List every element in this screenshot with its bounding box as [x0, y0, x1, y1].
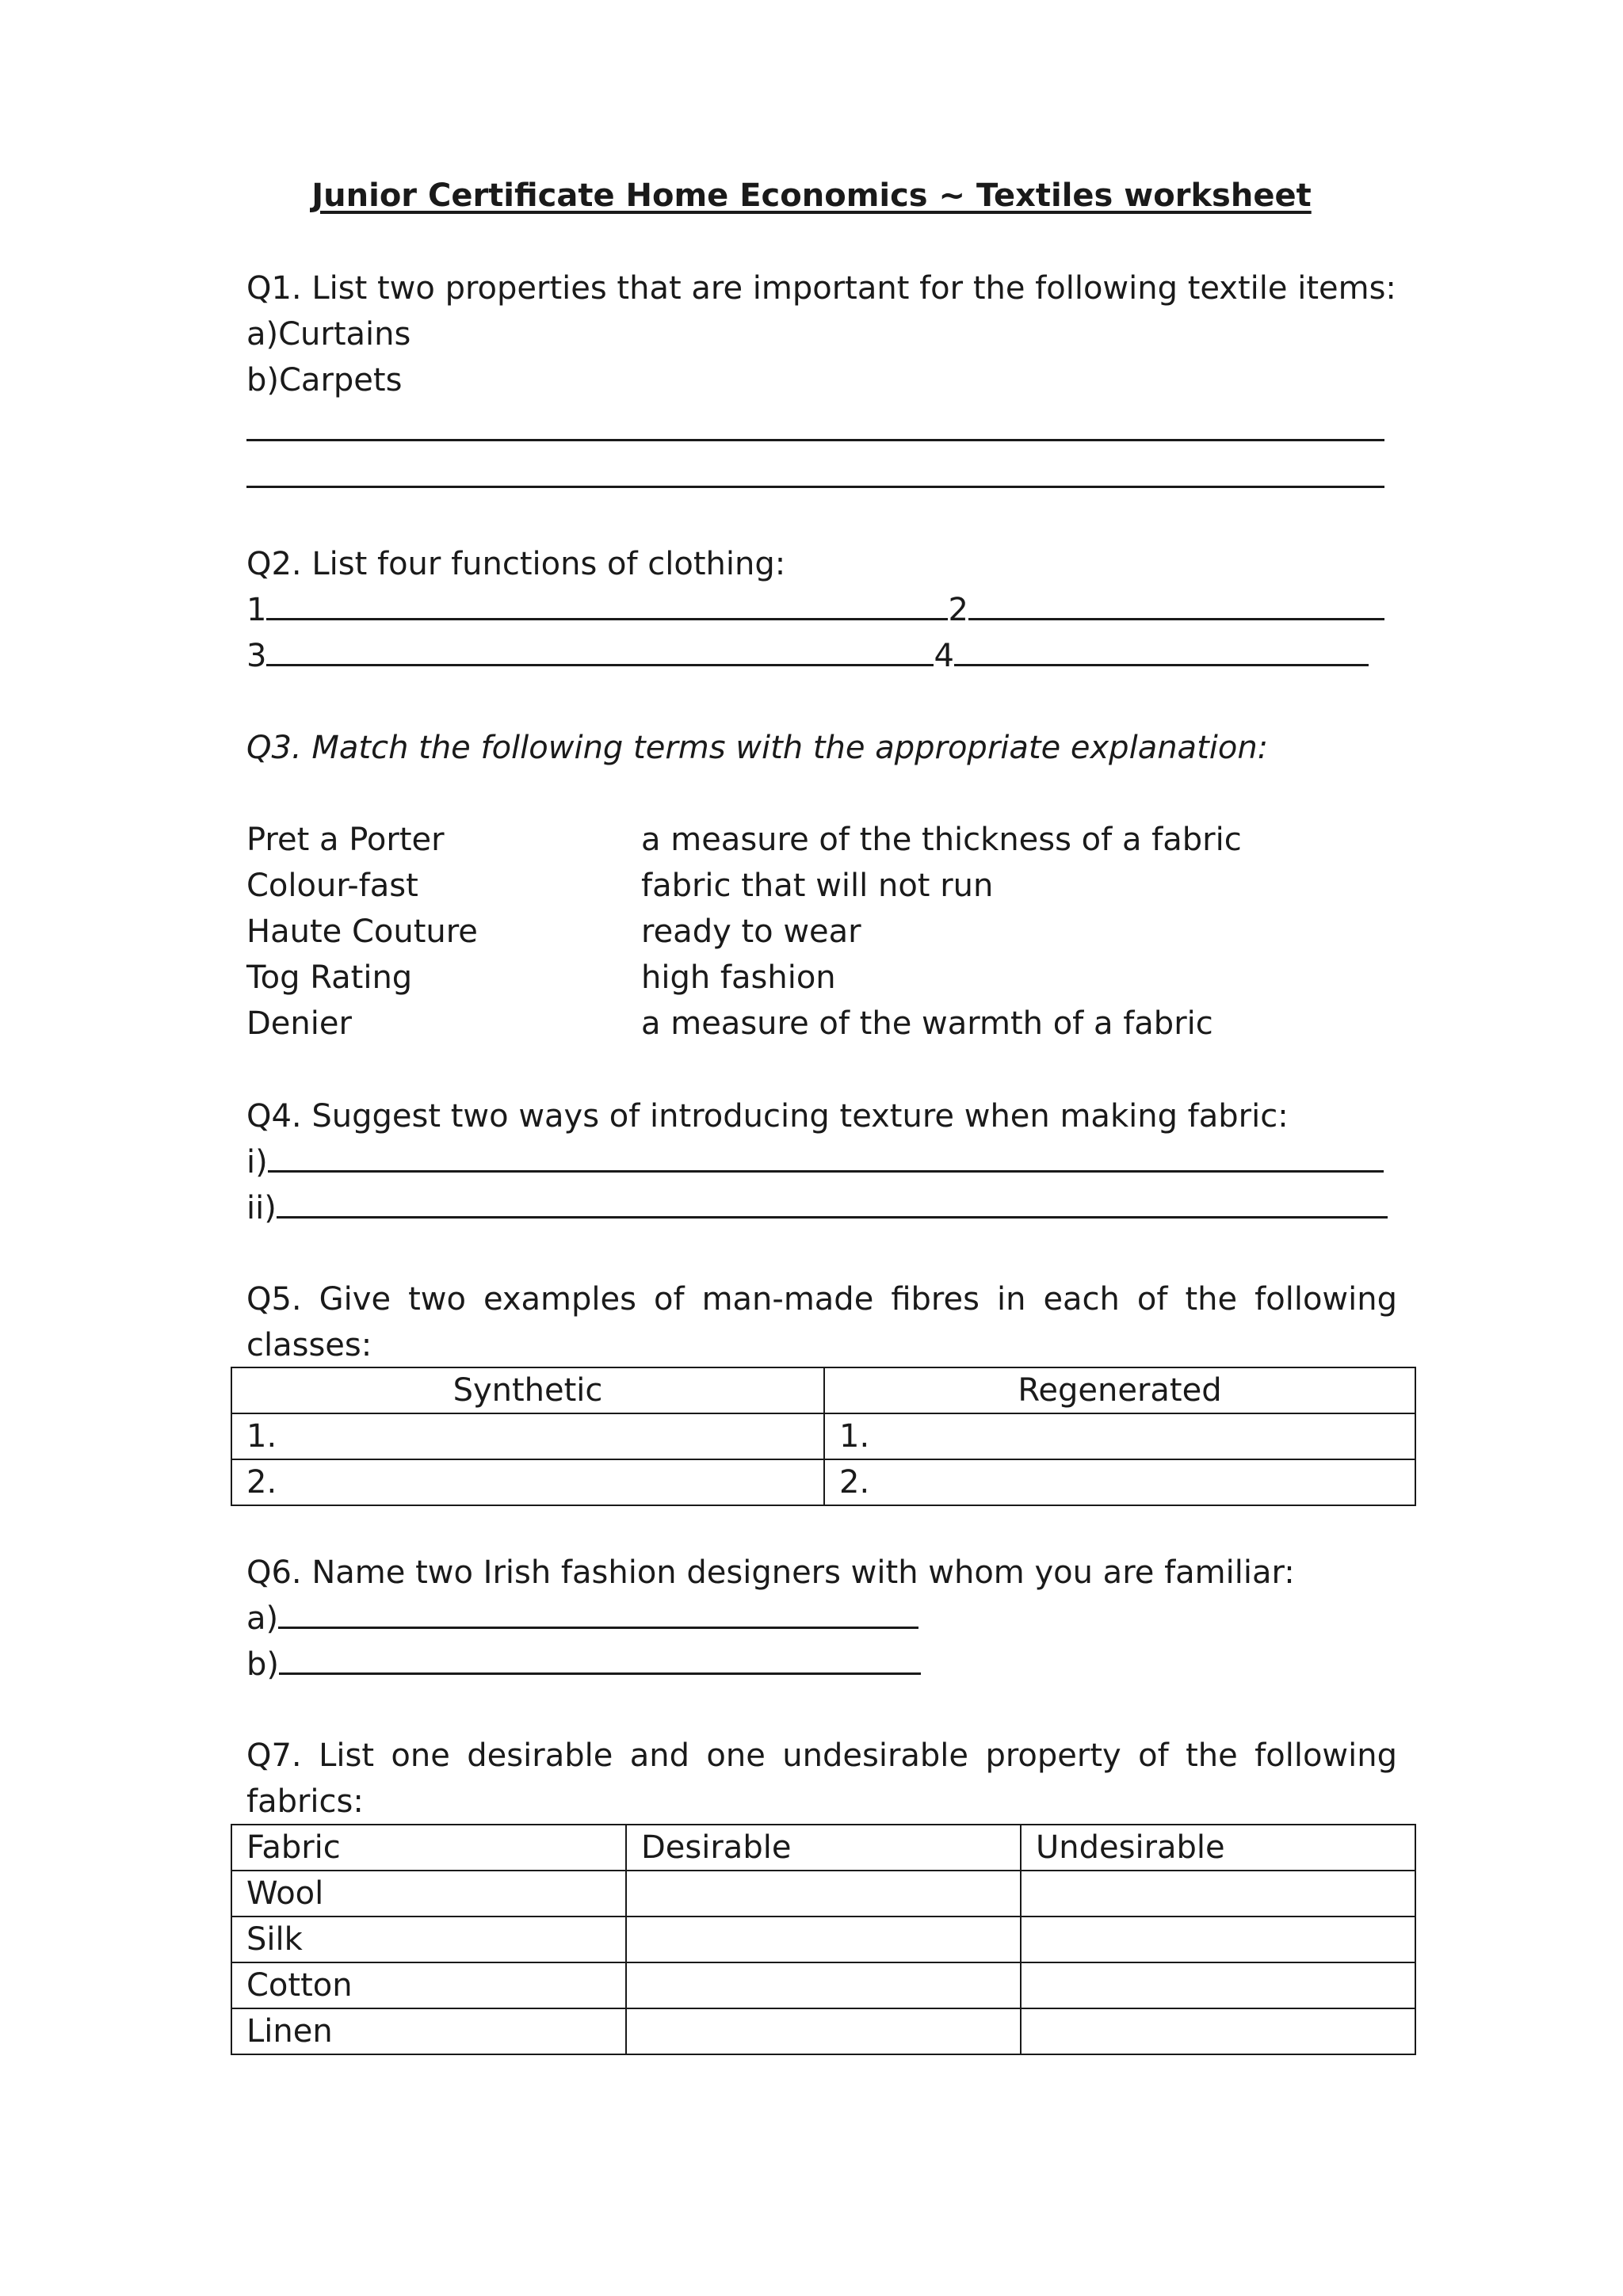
- q5-section: [246, 1276, 1397, 1368]
- q2-row-2: [246, 633, 1403, 679]
- q2-number-3: 3: [246, 638, 267, 674]
- q7-fabric-name: Wool: [231, 1871, 626, 1917]
- q1-answer-line-2[interactable]: [246, 486, 1384, 488]
- q3-term: Colour-fast: [246, 868, 418, 904]
- q1-question: Q1. List two properties that are important for the following textile items:: [246, 270, 1396, 307]
- q2-answer-1[interactable]: [266, 591, 948, 620]
- q3-section: [246, 725, 1403, 771]
- q3-term: Pret a Porter: [246, 822, 445, 858]
- q5-header-row: [231, 1367, 1415, 1413]
- q4-answer-1[interactable]: [268, 1143, 1384, 1173]
- q7-undesirable-cell[interactable]: [1021, 1962, 1415, 2008]
- q5-question-line-1: Q5. Give two examples of man-made fibres in each of the following: [246, 1281, 1397, 1318]
- q3-term: Tog Rating: [246, 959, 413, 996]
- q6-row-2: [246, 1642, 1403, 1688]
- q2-question: Q2. List four functions of clothing:: [246, 546, 786, 582]
- q7-question-line-2: fabrics:: [246, 1783, 364, 1820]
- q5-question-line-2: classes:: [246, 1327, 372, 1363]
- q4-answer-2[interactable]: [277, 1189, 1388, 1219]
- q7-header-undesirable: Undesirable: [1021, 1825, 1415, 1871]
- q6-answer-2[interactable]: [279, 1646, 921, 1675]
- table-row: [231, 1917, 1415, 1962]
- worksheet-title: Junior Certificate Home Economics ~ Textiles worksheet: [311, 177, 1312, 214]
- q7-header-desirable: Desirable: [626, 1825, 1021, 1871]
- q7-question-line-1: Q7. List one desirable and one undesirable property of the following: [246, 1737, 1397, 1774]
- q2-section: [246, 541, 1403, 679]
- q4-row-1: [246, 1139, 1403, 1185]
- q3-explanation: fabric that will not run: [641, 868, 994, 904]
- q3-match-row: [246, 817, 1403, 863]
- q1-item-carpets: b)Carpets: [246, 362, 403, 399]
- q5-fibres-table: [231, 1367, 1416, 1506]
- q2-number-1: 1: [246, 592, 267, 628]
- q2-answer-4[interactable]: [954, 637, 1369, 666]
- q7-fabric-name: Linen: [231, 2008, 626, 2054]
- q2-row-1: [246, 587, 1403, 633]
- q2-answer-3[interactable]: [266, 637, 934, 666]
- table-row: [231, 1459, 1415, 1505]
- q6-row-1: [246, 1596, 1403, 1642]
- table-row: [231, 2008, 1415, 2054]
- q5-regenerated-cell[interactable]: 2.: [824, 1459, 1415, 1505]
- q6-item-label: b): [246, 1646, 279, 1683]
- q7-fabric-name: Cotton: [231, 1962, 626, 2008]
- q2-number-4: 4: [934, 638, 954, 674]
- q1-item-curtains: a)Curtains: [246, 316, 411, 353]
- table-row: [231, 1871, 1415, 1917]
- q6-item-label: a): [246, 1600, 279, 1637]
- q3-term: Denier: [246, 1005, 352, 1042]
- q4-row-2: [246, 1185, 1403, 1231]
- q5-synthetic-cell[interactable]: 1.: [231, 1413, 824, 1459]
- table-row: [231, 1962, 1415, 2008]
- q7-desirable-cell[interactable]: [626, 2008, 1021, 2054]
- q6-answer-1[interactable]: [278, 1600, 918, 1629]
- q5-regenerated-cell[interactable]: 1.: [824, 1413, 1415, 1459]
- table-row: [231, 1413, 1415, 1459]
- q7-undesirable-cell[interactable]: [1021, 1871, 1415, 1917]
- q3-match-list: [246, 817, 1403, 1047]
- q7-undesirable-cell[interactable]: [1021, 2008, 1415, 2054]
- q7-header-fabric: Fabric: [231, 1825, 626, 1871]
- q3-match-row: [246, 909, 1403, 955]
- q4-item-label: i): [246, 1144, 268, 1180]
- q3-match-row: [246, 863, 1403, 909]
- q3-question: Q3. Match the following terms with the appropriate explanation:: [246, 730, 1269, 766]
- q3-explanation: ready to wear: [641, 913, 861, 950]
- q5-header-synthetic: Synthetic: [231, 1367, 824, 1413]
- q6-question: Q6. Name two Irish fashion designers with whom you are familiar:: [246, 1554, 1295, 1591]
- q7-undesirable-cell[interactable]: [1021, 1917, 1415, 1962]
- q7-desirable-cell[interactable]: [626, 1871, 1021, 1917]
- q3-explanation: a measure of the thickness of a fabric: [641, 822, 1242, 858]
- q7-section: [246, 1733, 1397, 1825]
- q2-answer-2[interactable]: [968, 591, 1384, 620]
- q7-fabrics-table: [231, 1824, 1416, 2055]
- q4-question: Q4. Suggest two ways of introducing texture when making fabric:: [246, 1098, 1289, 1135]
- q2-number-2: 2: [948, 592, 968, 628]
- q4-section: [246, 1093, 1403, 1231]
- q7-desirable-cell[interactable]: [626, 1917, 1021, 1962]
- q1-section: [246, 265, 1403, 403]
- q5-header-regenerated: Regenerated: [824, 1367, 1415, 1413]
- q3-match-row: [246, 1001, 1403, 1047]
- q7-fabric-name: Silk: [231, 1917, 626, 1962]
- q3-explanation: high fashion: [641, 959, 836, 996]
- q3-term: Haute Couture: [246, 913, 478, 950]
- q7-desirable-cell[interactable]: [626, 1962, 1021, 2008]
- q5-synthetic-cell[interactable]: 2.: [231, 1459, 824, 1505]
- q3-explanation: a measure of the warmth of a fabric: [641, 1005, 1213, 1042]
- q1-answer-line-1[interactable]: [246, 439, 1384, 441]
- q6-section: [246, 1550, 1403, 1688]
- q4-item-label: ii): [246, 1190, 277, 1226]
- q7-header-row: [231, 1825, 1415, 1871]
- q3-match-row: [246, 955, 1403, 1001]
